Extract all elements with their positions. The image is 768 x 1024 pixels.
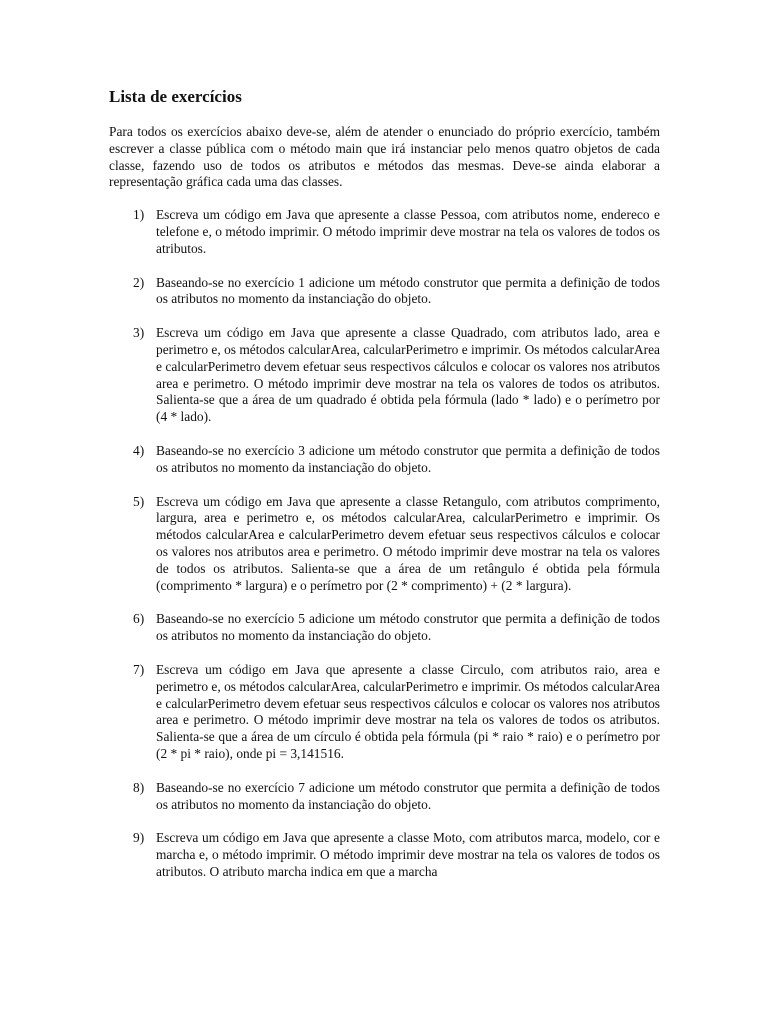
exercise-item [109, 494, 660, 595]
exercise-number: 9) [133, 830, 145, 846]
exercise-item [109, 207, 660, 257]
exercise-text: Escreva um código em Java que apresente a classe Pessoa, com atributos nome, endereco e telefone e, o método imprimir. O método imprimir deve mostrar na tela os valores de todos os atributos. [156, 207, 660, 256]
exercise-item [109, 443, 660, 477]
exercise-text: Escreva um código em Java que apresente a classe Circulo, com atributos raio, area e perimetro e, os métodos calcularArea, calcularPerimetro e imprimir. Os métodos calcularArea e calcularPerimetro devem efetuar seus respectivos cálculos e colocar os valores nos atributos area e perimetro. O método imprimir deve mostrar na tela os valores de todos os atributos. Salienta-se que a área de um círculo é obtida pela fórmula (pi * raio * raio) e o perímetro por (2 * pi * raio), onde pi = 3,141516. [156, 661, 660, 761]
exercise-number: 1) [133, 207, 145, 223]
exercise-text: Baseando-se no exercício 1 adicione um método construtor que permita a definição de todos os atributos no momento da instanciação do objeto. [156, 274, 660, 307]
exercise-text: Baseando-se no exercício 5 adicione um método construtor que permita a definição de todos os atributos no momento da instanciação do objeto. [156, 611, 660, 644]
exercise-text: Escreva um código em Java que apresente a classe Retangulo, com atributos comprimento, largura, area e perimetro e, os métodos calcularArea, calcularPerimetro e imprimir. Os métodos calcularArea e calcularPerimetro devem efetuar seus respectivos cálculos e colocar os valores nos atributos area e perimetro. O método imprimir deve mostrar na tela os valores de todos os atributos. Salienta-se que a área de um retângulo é obtida pela fórmula (comprimento * largura) e o perímetro por (2 * comprimento) + (2 * largura). [156, 493, 660, 593]
exercise-item [109, 662, 660, 763]
document-title: Lista de exercícios [109, 87, 242, 106]
document-page [109, 86, 660, 898]
exercise-item [109, 830, 660, 880]
exercise-number: 2) [133, 274, 145, 290]
exercise-item [109, 275, 660, 309]
exercise-number: 3) [133, 325, 145, 341]
exercise-number: 6) [133, 611, 145, 627]
exercise-number: 5) [133, 493, 145, 509]
exercise-text: Escreva um código em Java que apresente a classe Moto, com atributos marca, modelo, cor e marcha e, o método imprimir. O método imprimir deve mostrar na tela os valores de todos os atributos. O atributo marcha indica em que a marcha [156, 830, 660, 879]
exercise-number: 4) [133, 442, 145, 458]
exercise-item [109, 780, 660, 814]
exercise-number: 8) [133, 779, 145, 795]
exercise-list [109, 207, 660, 881]
exercise-item [109, 611, 660, 645]
exercise-number: 7) [133, 661, 145, 677]
exercise-text: Baseando-se no exercício 7 adicione um método construtor que permita a definição de todos os atributos no momento da instanciação do objeto. [156, 779, 660, 812]
exercise-text: Escreva um código em Java que apresente a classe Quadrado, com atributos lado, area e perimetro e, os métodos calcularArea, calcularPerimetro e imprimir. Os métodos calcularArea e calcularPerimetro devem efetuar seus respectivos cálculos e colocar os valores nos atributos area e perimetro. O método imprimir deve mostrar na tela os valores de todos os atributos. Salienta-se que a área de um quadrado é obtida pela fórmula (lado * lado) e o perímetro por (4 * lado). [156, 325, 660, 425]
exercise-text: Baseando-se no exercício 3 adicione um método construtor que permita a definição de todos os atributos no momento da instanciação do objeto. [156, 442, 660, 475]
intro-paragraph: Para todos os exercícios abaixo deve-se, além de atender o enunciado do próprio exercício, também escrever a classe pública com o método main que irá instanciar pelo menos quatro objetos de cada classe, fazendo uso de todos os atributos e métodos das mesmas. Deve-se ainda elaborar a representação gráfica cada uma das classes. [109, 124, 660, 190]
exercise-item [109, 325, 660, 426]
